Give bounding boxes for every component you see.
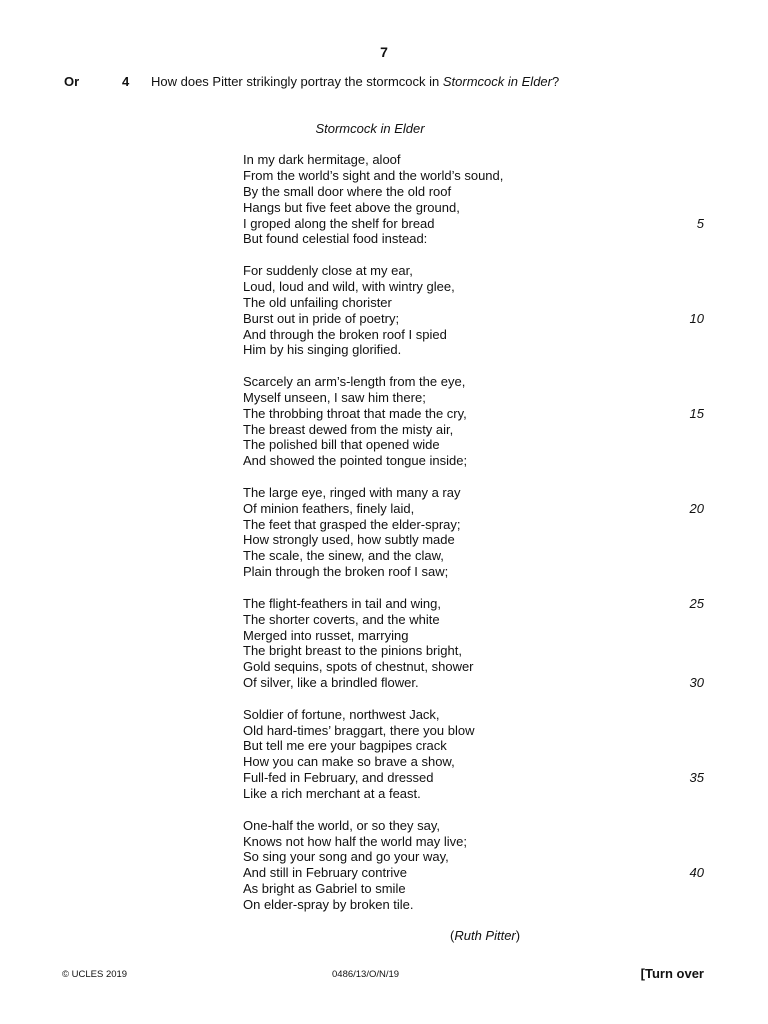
poem-line-text: The feet that grasped the elder-spray; [243,516,461,532]
poem-line-text: The large eye, ringed with many a ray [243,484,461,500]
poem-stanza [243,152,708,247]
line-number: 25 [689,595,704,611]
poem-line-text: As bright as Gabriel to smile [243,881,406,897]
line-number: 20 [689,500,704,516]
line-number: 5 [696,215,704,231]
poem-line-text: And through the broken roof I spied [243,326,447,342]
poem-stanza [243,596,708,691]
poem-line-text: The polished bill that opened wide [243,437,440,453]
poem-line-text: Old hard-times’ braggart, there you blow [243,722,475,738]
poem-line-text: In my dark hermitage, aloof [243,152,401,167]
poem-line-text: Of minion feathers, finely laid, [243,500,415,516]
poem-stanza [243,818,708,913]
poem-line [243,390,708,406]
poem-line [243,501,708,517]
turn-over-label: [Turn over [640,966,704,981]
question-text-after: ? [551,74,560,89]
poem-line-text: The scale, the sinew, and the claw, [243,548,444,564]
poem-line [243,453,708,469]
poem-line-text: For suddenly close at my ear, [243,262,413,278]
poem-line [243,675,708,691]
question-text-before: How does Pitter strikingly portray the stormcock in [151,74,443,89]
poem-line-text: By the small door where the old roof [243,183,452,199]
question-poem-title: Stormcock in Elder [442,74,552,89]
poem-line [243,406,708,422]
poem-line-text: Myself unseen, I saw him there; [243,389,426,405]
poem-line-text: And still in February contrive [243,865,408,881]
question-text [151,74,559,89]
poem-line-text: Scarcely an arm’s-length from the eye, [243,373,466,389]
line-number: 35 [689,770,704,786]
poem-line-text: Full-fed in February, and dressed [243,770,434,786]
poem-line-text: One-half the world, or so they say, [243,817,441,833]
footer-paper-code: 0486/13/O/N/19 [332,969,400,980]
poem-line [243,818,708,834]
poem-line-text: Like a rich merchant at a feast. [243,786,421,802]
poem-line [243,786,708,802]
poem-line [243,311,708,327]
poem-line [243,342,708,358]
poem-line [243,643,708,659]
poem-line [243,216,708,232]
poem-stanza [243,263,708,358]
poem-line [243,263,708,279]
poem-line [243,897,708,913]
poem-line [243,770,708,786]
poem-line [243,295,708,311]
poem-line [243,279,708,295]
poem-line [243,738,708,754]
question-prefix: Or [64,74,80,89]
poem-line [243,881,708,897]
poem-line [243,437,708,453]
page-number: 7 [380,44,388,60]
poem-line-text: And showed the pointed tongue inside; [243,453,468,469]
poem-title: Stormcock in Elder [315,121,425,136]
poem-line [243,612,708,628]
poem-line-text: Loud, loud and wild, with wintry glee, [243,278,455,294]
poem-line [243,184,708,200]
line-number: 40 [689,865,704,881]
poem-line-text: How you can make so brave a show, [243,754,455,770]
poem-line [243,628,708,644]
poem-line [243,659,708,675]
poem-body [243,152,708,929]
poem-line [243,200,708,216]
poem-line-text: Plain through the broken roof I saw; [243,564,449,580]
poem-line [243,374,708,390]
poem-line-text: From the world’s sight and the world’s sound, [243,167,504,183]
author-open-paren: ( [450,928,455,943]
poem-stanza [243,707,708,802]
poem-line [243,865,708,881]
poem-line-text: So sing your song and go your way, [243,849,449,865]
poem-line-text: I groped along the shelf for bread [243,215,435,231]
poem-line [243,422,708,438]
poem-line-text: Merged into russet, marrying [243,627,409,643]
poem-line [243,723,708,739]
poem-line [243,564,708,580]
poem-stanza [243,374,708,469]
poem-line [243,532,708,548]
poem-line [243,327,708,343]
poem-line-text: Gold sequins, spots of chestnut, shower [243,659,474,675]
poem-line [243,152,708,168]
poem-line-text: The throbbing throat that made the cry, [243,405,467,421]
poem-line-text: The bright breast to the pinions bright, [243,643,462,659]
line-number: 10 [689,310,704,326]
poem-line [243,548,708,564]
poem-line [243,754,708,770]
poem-author [450,928,520,943]
line-number: 15 [689,405,704,421]
poem-line [243,707,708,723]
poem-line-text: But found celestial food instead: [243,231,428,247]
poem-line [243,517,708,533]
author-name: Ruth Pitter [454,928,516,943]
poem-line [243,849,708,865]
footer-copyright: © UCLES 2019 [62,969,128,980]
poem-line-text: The old unfailing chorister [243,294,392,310]
poem-line-text: How strongly used, how subtly made [243,532,455,548]
poem-line-text: Of silver, like a brindled flower. [243,675,419,691]
question-number: 4 [122,74,130,89]
author-close-paren: ) [515,928,521,943]
poem-line-text: Soldier of fortune, northwest Jack, [243,706,440,722]
poem-line-text: The flight-feathers in tail and wing, [243,595,441,611]
poem-line [243,834,708,850]
poem-line-text: Knows not how half the world may live; [243,833,467,849]
poem-line-text: Hangs but five feet above the ground, [243,199,460,215]
poem-line-text: On elder-spray by broken tile. [243,897,414,913]
poem-line-text: Him by his singing glorified. [243,342,402,358]
line-number: 30 [689,675,704,691]
poem-line [243,596,708,612]
poem-line-text: The shorter coverts, and the white [243,611,440,627]
poem-line [243,485,708,501]
poem-line [243,168,708,184]
poem-line-text: Burst out in pride of poetry; [243,310,400,326]
poem-stanza [243,485,708,580]
poem-line [243,231,708,247]
poem-line-text: But tell me ere your bagpipes crack [243,738,447,754]
poem-line-text: The breast dewed from the misty air, [243,421,454,437]
